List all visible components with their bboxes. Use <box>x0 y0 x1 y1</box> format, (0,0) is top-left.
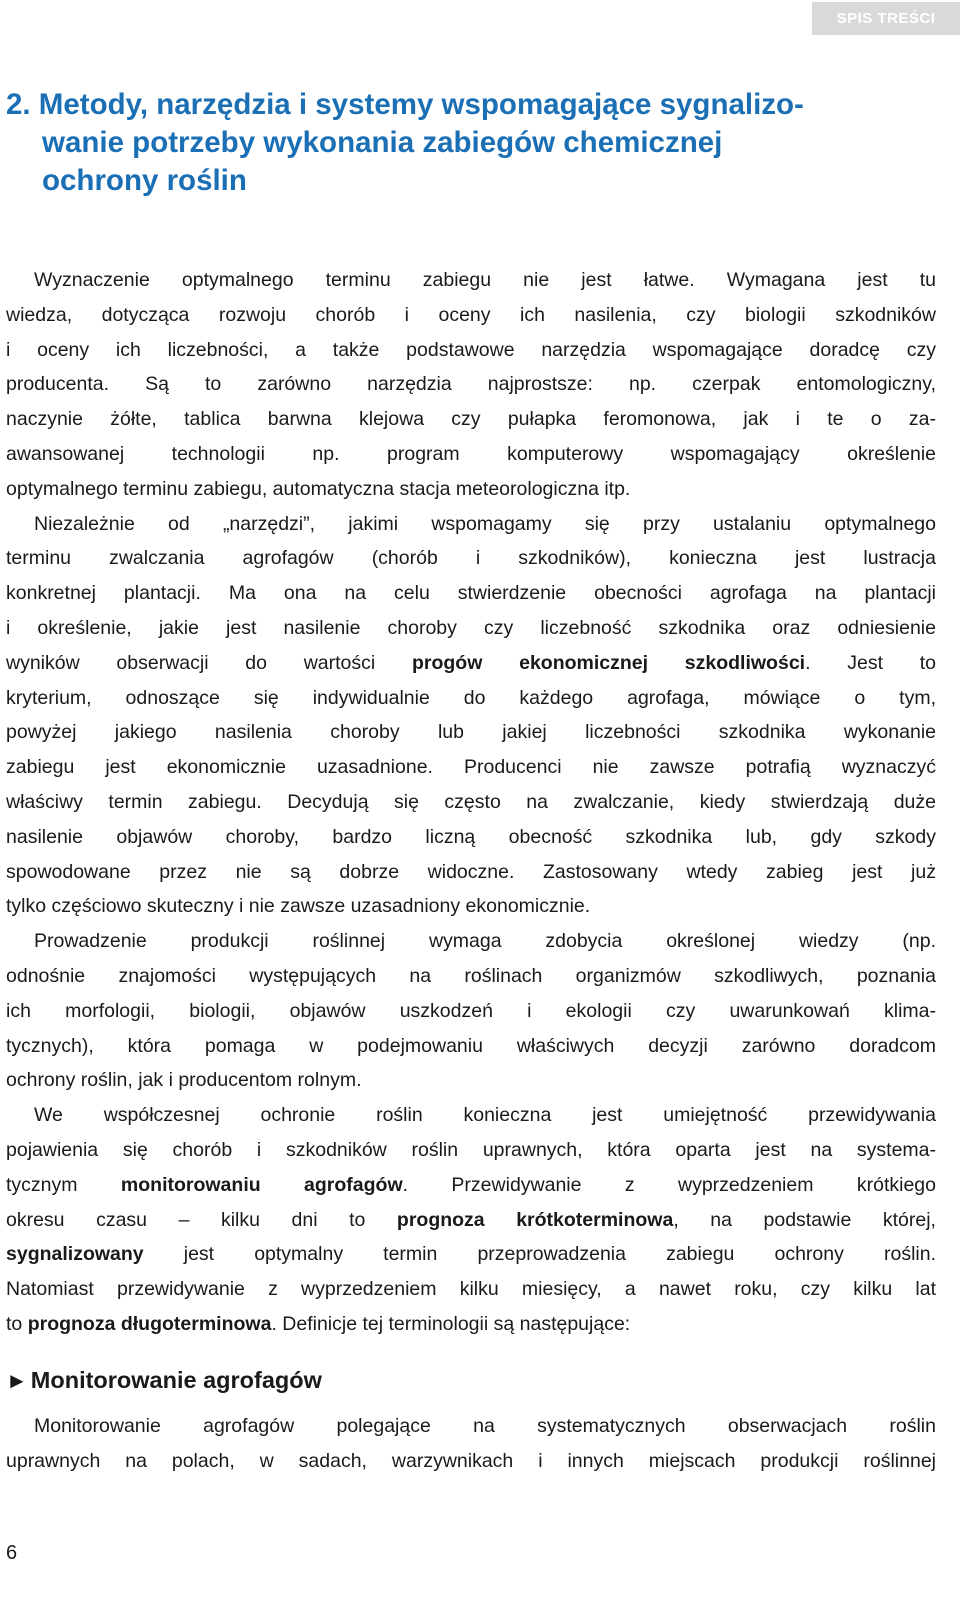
section-body <box>6 1409 936 1479</box>
text-line: Monitorowanie agrofagów polegające na systematycznych obserwacjach roślin <box>34 1415 936 1437</box>
text-line <box>6 646 936 681</box>
paragraph <box>6 924 936 1098</box>
text-run: , na podstawie której, <box>673 1208 936 1231</box>
text-line: powyżej jakiego nasilenia choroby lub jakiej liczebności szkodnika wykonanie <box>6 721 936 744</box>
text-line: terminu zwalczania agrofagów (chorób i szkodników), konieczna jest lustracja <box>6 547 936 570</box>
text-line: i oceny ich liczebności, a także podstawowe narzędzia wspomagające doradcę czy <box>6 338 936 361</box>
body-text <box>6 263 936 1342</box>
text-line: właściwy termin zabiegu. Decydują się często na zwalczanie, kiedy stwierdzają duże <box>6 790 936 813</box>
paragraph <box>6 1409 936 1479</box>
text-line: nasilenie objawów choroby, bardzo liczną obecność szkodnika lub, gdy szkody <box>6 825 936 848</box>
text-line: Niezależnie od „narzędzi”, jakimi wspomagamy się przy ustalaniu optymalnego <box>34 512 936 535</box>
section-heading <box>6 1362 322 1399</box>
text-line: pojawienia się chorób i szkodników roślin uprawnych, która oparta jest na systema- <box>6 1138 936 1161</box>
text-line: producenta. Są to zarówno narzędzia najprostsze: np. czerpak entomologiczny, <box>6 373 936 396</box>
text-line: tycznych), która pomaga w podejmowaniu właściwych decyzji zarówno doradcom <box>6 1034 936 1057</box>
text-line: awansowanej technologii np. program komputerowy wspomagający określenie <box>6 442 936 465</box>
text-run: tycznym <box>6 1173 121 1196</box>
bold-term: monitorowaniu agrofagów <box>120 1173 403 1196</box>
text-line: konkretnej plantacji. Ma ona na celu stwierdzenie obecności agrofaga na plantacji <box>6 582 936 605</box>
bold-term: progów ekonomicznej szkodliwości <box>411 651 806 674</box>
chapter-title <box>6 86 906 200</box>
text-line: We współczesnej ochronie roślin konieczna jest umiejętność przewidywania <box>34 1104 936 1127</box>
text-line <box>6 1168 936 1203</box>
text-line: naczynie żółte, tablica barwna klejowa czy pułapka feromonowa, jak i te o za- <box>6 408 936 431</box>
text-line: odnośnie znajomości występujących na roślinach organizmów szkodliwych, poznania <box>6 964 936 987</box>
text-line: ochrony roślin, jak i producentom rolnym. <box>6 1069 362 1092</box>
text-run: to <box>6 1312 28 1335</box>
text-run: okresu czasu – kilku dni to <box>6 1208 397 1231</box>
chapter-title-line: wanie potrzeby wykonania zabiegów chemicznej <box>42 126 723 159</box>
text-run: wyników obserwacji do wartości <box>6 651 412 674</box>
text-line: uprawnych na polach, w sadach, warzywnikach i innych miejscach produkcji roślinnej <box>6 1449 936 1472</box>
chapter-title-line: 2. Metody, narzędzia i systemy wspomagające sygnalizo- <box>6 88 804 121</box>
arrow-right-icon: ► <box>6 1368 28 1393</box>
bold-term: prognoza długoterminowa <box>27 1312 272 1335</box>
text-line: Prowadzenie produkcji roślinnej wymaga zdobycia określonej wiedzy (np. <box>34 930 936 953</box>
bold-term: prognoza krótkoterminowa <box>396 1208 674 1231</box>
text-line: ich morfologii, biologii, objawów uszkodzeń i ekologii czy uwarunkowań klima- <box>6 999 936 1022</box>
text-run: jest optymalny termin przeprowadzenia zabiegu ochrony roślin. <box>143 1243 936 1266</box>
text-line: optymalnego terminu zabiegu, automatyczna stacja meteorologiczna itp. <box>6 477 631 500</box>
text-run: . Przewidywanie z wyprzedzeniem krótkiego <box>402 1173 936 1196</box>
section-heading-text: Monitorowanie agrofagów <box>30 1367 322 1393</box>
text-run: . Definicje tej terminologii są następujące: <box>271 1312 631 1335</box>
text-line: i określenie, jakie jest nasilenie choroby czy liczebność szkodnika oraz odniesienie <box>6 616 936 639</box>
text-line <box>6 1237 936 1272</box>
text-line: tylko częściowo skuteczny i nie zawsze uzasadniony ekonomicznie. <box>6 895 591 918</box>
text-line: Wyznaczenie optymalnego terminu zabiegu nie jest łatwe. Wymagana jest tu <box>34 269 936 291</box>
text-line: zabiegu jest ekonomicznie uzasadnione. Producenci nie zawsze potrafią wyznaczyć <box>6 756 936 779</box>
text-line <box>6 1307 936 1342</box>
paragraph <box>6 1098 936 1342</box>
text-line <box>6 1203 936 1238</box>
bold-term: sygnalizowany <box>6 1243 144 1266</box>
text-line: kryterium, odnoszące się indywidualnie do każdego agrofaga, mówiące o tym, <box>6 686 936 709</box>
text-line: wiedza, dotycząca rozwoju chorób i oceny ich nasilenia, czy biologii szkodników <box>6 303 936 326</box>
text-run: . Jest to <box>805 651 936 674</box>
chapter-title-line: ochrony roślin <box>42 164 247 197</box>
text-line: Natomiast przewidywanie z wyprzedzeniem kilku miesięcy, a nawet roku, czy kilku lat <box>6 1278 936 1301</box>
toc-button[interactable]: SPIS TREŚCI <box>812 2 960 35</box>
page-number: 6 <box>6 1542 18 1564</box>
text-line: spowodowane przez nie są dobrze widoczne. Zastosowany wtedy zabieg jest już <box>6 860 936 883</box>
paragraph <box>6 507 936 925</box>
paragraph <box>6 263 936 507</box>
